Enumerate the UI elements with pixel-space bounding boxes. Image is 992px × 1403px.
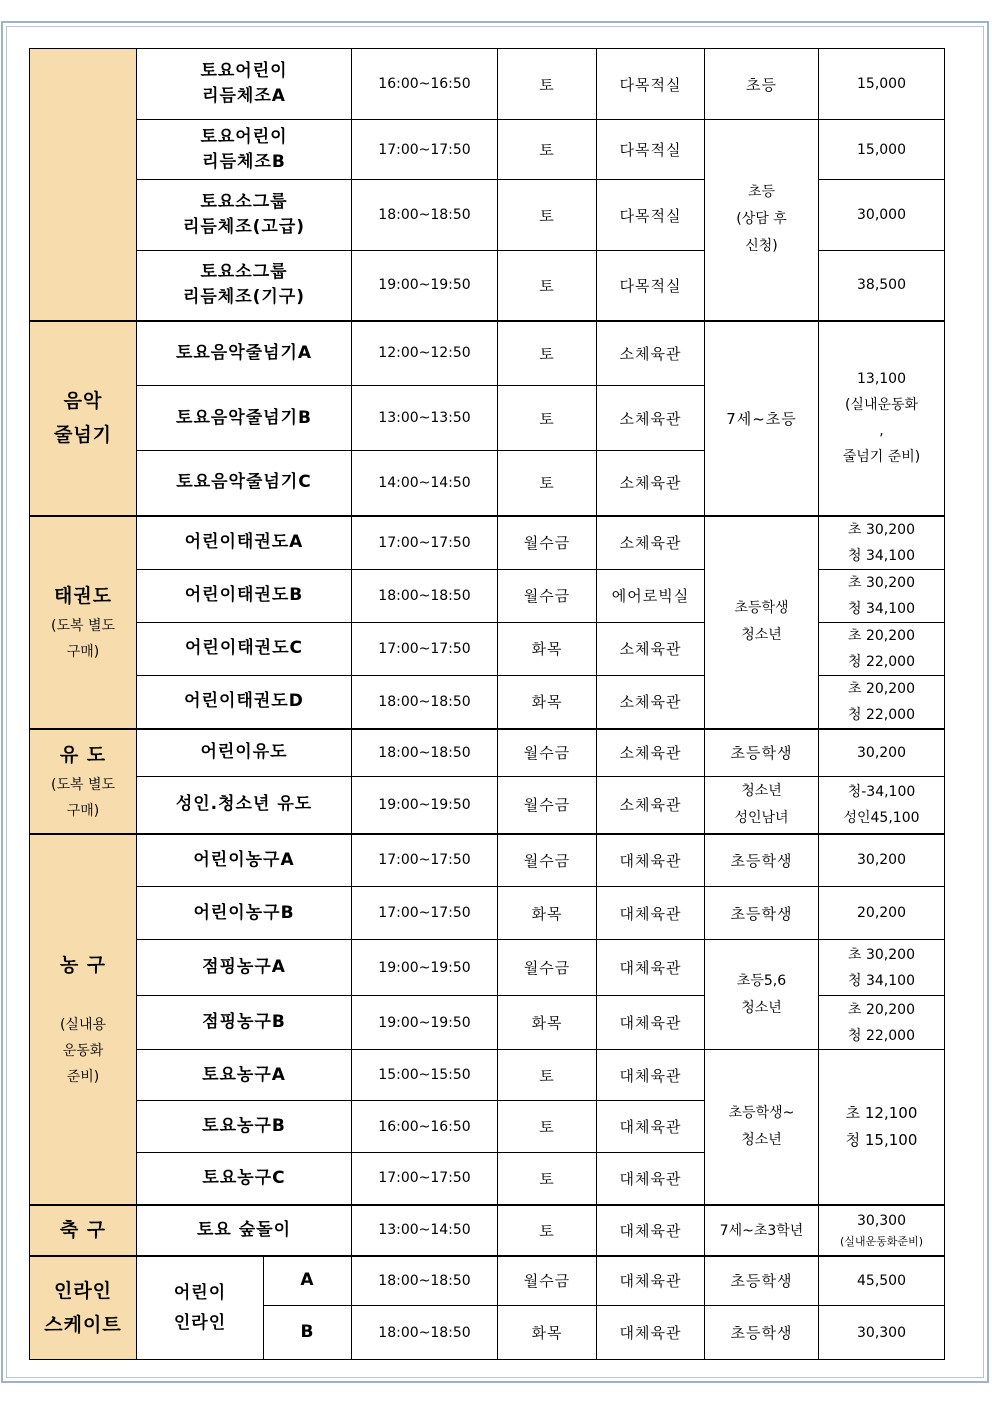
- class-days: 화목: [498, 622, 597, 675]
- category-basketball: 농 구 (실내용 운동화 준비): [30, 834, 137, 1205]
- class-time: 17:00~17:50: [352, 622, 498, 675]
- class-place: 대체육관: [597, 940, 705, 996]
- class-place: 소체육관: [597, 321, 705, 386]
- class-target: 초등학생: [705, 1306, 819, 1360]
- program-name: 어린이태권도D: [137, 675, 352, 729]
- class-fee: 20,200: [819, 887, 945, 940]
- class-place: 대체육관: [597, 1153, 705, 1205]
- class-target: 초등학생 청소년: [705, 516, 819, 729]
- class-days: 토: [498, 1205, 597, 1256]
- table-row: [30, 940, 945, 996]
- class-time: 16:00~16:50: [352, 49, 498, 120]
- program-name: 토요음악줄넘기C: [137, 451, 352, 516]
- program-name: 토요어린이 리듬체조B: [137, 120, 352, 180]
- class-fee: 초 20,200 청 22,000: [819, 675, 945, 729]
- class-place: 대체육관: [597, 1306, 705, 1360]
- program-name: 성인.청소년 유도: [137, 777, 352, 834]
- category-rhythm-gymnastics: [30, 49, 137, 321]
- class-target: 초등학생: [705, 834, 819, 887]
- class-place: 대체육관: [597, 1256, 705, 1306]
- class-target: 초등학생: [705, 729, 819, 777]
- class-days: 화목: [498, 1306, 597, 1360]
- class-place: 대체육관: [597, 1050, 705, 1101]
- program-name: 토요음악줄넘기A: [137, 321, 352, 386]
- program-name: 토요소그룹 리듬체조(고급): [137, 180, 352, 251]
- class-days: 토: [498, 321, 597, 386]
- class-fee: 초 12,100 청 15,100: [819, 1050, 945, 1205]
- class-fee: 13,100 (실내운동화 , 줄넘기 준비): [819, 321, 945, 516]
- program-name: 토요농구C: [137, 1153, 352, 1205]
- class-target: 초등학생~ 청소년: [705, 1050, 819, 1205]
- program-name: 토요농구A: [137, 1050, 352, 1101]
- class-place: 대체육관: [597, 996, 705, 1050]
- class-days: 월수금: [498, 516, 597, 570]
- program-name: 어린이태권도B: [137, 569, 352, 622]
- class-time: 18:00~18:50: [352, 1306, 498, 1360]
- category-inline-skate: 인라인 스케이트: [30, 1256, 137, 1360]
- class-target: 7세~초등: [705, 321, 819, 516]
- class-days: 화목: [498, 675, 597, 729]
- table-row: [30, 887, 945, 940]
- class-days: 토: [498, 251, 597, 321]
- program-name: 점핑농구B: [137, 996, 352, 1050]
- class-days: 토: [498, 180, 597, 251]
- table-row: [30, 1050, 945, 1101]
- class-fee: 15,000: [819, 49, 945, 120]
- class-fee: 38,500: [819, 251, 945, 321]
- class-time: 17:00~17:50: [352, 516, 498, 570]
- class-fee: 초 20,200 청 22,000: [819, 996, 945, 1050]
- class-fee: 30,000: [819, 180, 945, 251]
- class-time: 18:00~18:50: [352, 569, 498, 622]
- class-time: 19:00~19:50: [352, 940, 498, 996]
- program-name: 토요어린이 리듬체조A: [137, 49, 352, 120]
- class-place: 대체육관: [597, 1101, 705, 1153]
- program-name: 어린이유도: [137, 729, 352, 777]
- class-days: 토: [498, 49, 597, 120]
- class-time: 18:00~18:50: [352, 729, 498, 777]
- class-target: 7세~초3학년: [705, 1205, 819, 1256]
- class-days: 월수금: [498, 834, 597, 887]
- class-time: 18:00~18:50: [352, 180, 498, 251]
- table-row: [30, 120, 945, 180]
- class-time: 17:00~17:50: [352, 834, 498, 887]
- class-place: 소체육관: [597, 729, 705, 777]
- class-place: 대체육관: [597, 1205, 705, 1256]
- program-name: 토요음악줄넘기B: [137, 386, 352, 451]
- table-row: [30, 1205, 945, 1256]
- table-row: [30, 321, 945, 386]
- program-name: 어린이태권도A: [137, 516, 352, 570]
- program-name: 토요 숲돌이: [137, 1205, 352, 1256]
- class-target: 초등 (상담 후 신청): [705, 120, 819, 321]
- class-target: 초등5,6 청소년: [705, 940, 819, 1050]
- class-fee: 청-34,100 성인45,100: [819, 777, 945, 834]
- class-fee: 초 20,200 청 22,000: [819, 622, 945, 675]
- class-place: 소체육관: [597, 675, 705, 729]
- program-name: 어린이농구A: [137, 834, 352, 887]
- table-row: [30, 1256, 945, 1306]
- class-target: 초등학생: [705, 1256, 819, 1306]
- class-place: 다목적실: [597, 120, 705, 180]
- class-place: 소체육관: [597, 777, 705, 834]
- class-days: 월수금: [498, 729, 597, 777]
- class-target: 초등: [705, 49, 819, 120]
- table-row: [30, 49, 945, 120]
- class-days: 월수금: [498, 569, 597, 622]
- class-place: 소체육관: [597, 622, 705, 675]
- class-fee: 초 30,200 청 34,100: [819, 516, 945, 570]
- class-days: 토: [498, 451, 597, 516]
- class-time: 18:00~18:50: [352, 675, 498, 729]
- class-place: 에어로빅실: [597, 569, 705, 622]
- class-days: 화목: [498, 887, 597, 940]
- class-time: 15:00~15:50: [352, 1050, 498, 1101]
- class-days: 토: [498, 386, 597, 451]
- class-place: 소체육관: [597, 451, 705, 516]
- category-judo: 유 도 (도복 별도 구매): [30, 729, 137, 834]
- category-jump-rope: 음악 줄넘기: [30, 321, 137, 516]
- class-place: 소체육관: [597, 386, 705, 451]
- program-name: 점핑농구A: [137, 940, 352, 996]
- class-days: 토: [498, 1101, 597, 1153]
- class-days: 월수금: [498, 777, 597, 834]
- class-fee: 30,300: [819, 1306, 945, 1360]
- class-time: 19:00~19:50: [352, 777, 498, 834]
- sub-class: A: [264, 1256, 352, 1306]
- program-name: 토요농구B: [137, 1101, 352, 1153]
- program-name: 어린이 인라인: [137, 1256, 264, 1360]
- class-days: 월수금: [498, 940, 597, 996]
- class-days: 토: [498, 120, 597, 180]
- program-name: 어린이농구B: [137, 887, 352, 940]
- class-target: 초등학생: [705, 887, 819, 940]
- category-taekwondo: 태권도 (도복 별도 구매): [30, 516, 137, 729]
- class-time: 17:00~17:50: [352, 887, 498, 940]
- table-row: [30, 834, 945, 887]
- class-time: 17:00~17:50: [352, 120, 498, 180]
- class-time: 14:00~14:50: [352, 451, 498, 516]
- class-days: 월수금: [498, 1256, 597, 1306]
- class-time: 19:00~19:50: [352, 251, 498, 321]
- class-target: 청소년 성인남녀: [705, 777, 819, 834]
- program-name: 토요소그룹 리듬체조(기구): [137, 251, 352, 321]
- category-soccer: 축 구: [30, 1205, 137, 1256]
- class-fee: 15,000: [819, 120, 945, 180]
- class-place: 대체육관: [597, 834, 705, 887]
- class-time: 18:00~18:50: [352, 1256, 498, 1306]
- class-time: 12:00~12:50: [352, 321, 498, 386]
- sub-class: B: [264, 1306, 352, 1360]
- class-place: 다목적실: [597, 251, 705, 321]
- class-fee: 30,200: [819, 729, 945, 777]
- class-time: 19:00~19:50: [352, 996, 498, 1050]
- table-row: [30, 729, 945, 777]
- class-days: 토: [498, 1050, 597, 1101]
- class-place: 대체육관: [597, 887, 705, 940]
- class-days: 화목: [498, 996, 597, 1050]
- class-fee: 초 30,200 청 34,100: [819, 569, 945, 622]
- table-row: [30, 777, 945, 834]
- table-row: [30, 516, 945, 570]
- program-schedule-table: [29, 48, 945, 1360]
- class-place: 다목적실: [597, 49, 705, 120]
- class-fee: 30,200: [819, 834, 945, 887]
- class-time: 13:00~14:50: [352, 1205, 498, 1256]
- class-place: 소체육관: [597, 516, 705, 570]
- class-time: 17:00~17:50: [352, 1153, 498, 1205]
- class-time: 16:00~16:50: [352, 1101, 498, 1153]
- class-place: 다목적실: [597, 180, 705, 251]
- class-fee: 30,300 (실내운동화준비): [819, 1205, 945, 1256]
- class-fee: 초 30,200 청 34,100: [819, 940, 945, 996]
- class-days: 토: [498, 1153, 597, 1205]
- class-fee: 45,500: [819, 1256, 945, 1306]
- class-time: 13:00~13:50: [352, 386, 498, 451]
- program-name: 어린이태권도C: [137, 622, 352, 675]
